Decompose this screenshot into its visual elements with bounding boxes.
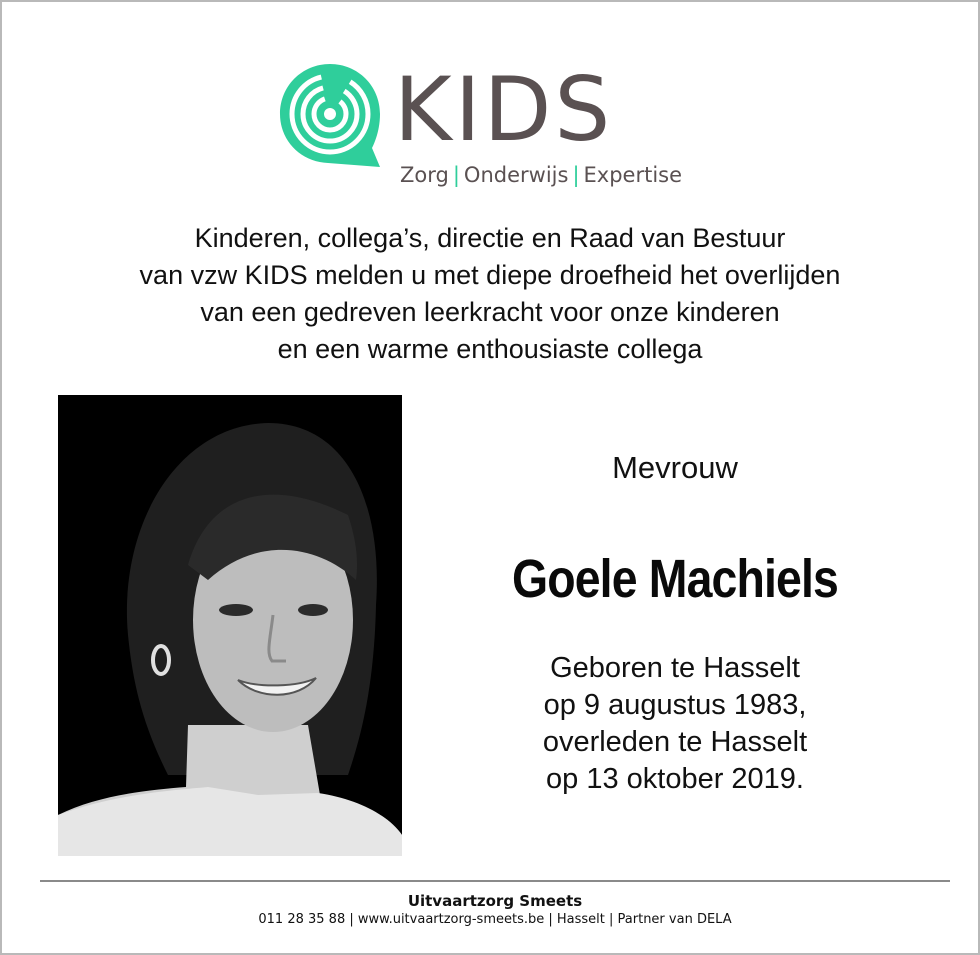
portrait-photo	[58, 395, 402, 856]
logo-tagline	[400, 160, 682, 190]
announcement-line: Kinderen, collega’s, directie en Raad van Bestuur	[194, 223, 786, 253]
tagline-expertise: Expertise	[583, 163, 683, 187]
footer-divider	[40, 880, 950, 882]
announcement-line: en een warme enthousiaste collega	[277, 334, 703, 364]
announcement-text	[40, 220, 940, 368]
birth-death-details	[470, 650, 880, 798]
tagline-zorg: Zorg	[400, 163, 449, 187]
tagline-onderwijs: Onderwijs	[463, 163, 569, 187]
funeral-home-contact: 011 28 35 88 | www.uitvaartzorg-smeets.be | Hasselt | Partner van DELA	[258, 912, 732, 927]
kids-logo	[276, 60, 696, 190]
detail-line: Geboren te Hasselt	[550, 652, 800, 684]
kids-swirl-logo-icon	[276, 60, 384, 170]
detail-line: op 13 oktober 2019.	[546, 763, 804, 795]
portrait-image	[58, 395, 402, 856]
detail-line: op 9 augustus 1983,	[543, 689, 807, 721]
announcement-line: van een gedreven leerkracht voor onze kinderen	[200, 297, 780, 327]
funeral-home-name: Uitvaartzorg Smeets	[407, 892, 583, 910]
tagline-separator: |	[572, 163, 580, 187]
deceased-name: Goele Machiels	[511, 549, 839, 609]
announcement-line: van vzw KIDS melden u met diepe droefheid het overlijden	[139, 260, 841, 290]
detail-line: overleden te Hasselt	[542, 726, 808, 758]
logo-wordmark: KIDS	[394, 58, 614, 161]
tagline-separator: |	[452, 163, 460, 187]
honorific: Mevrouw	[612, 450, 738, 485]
